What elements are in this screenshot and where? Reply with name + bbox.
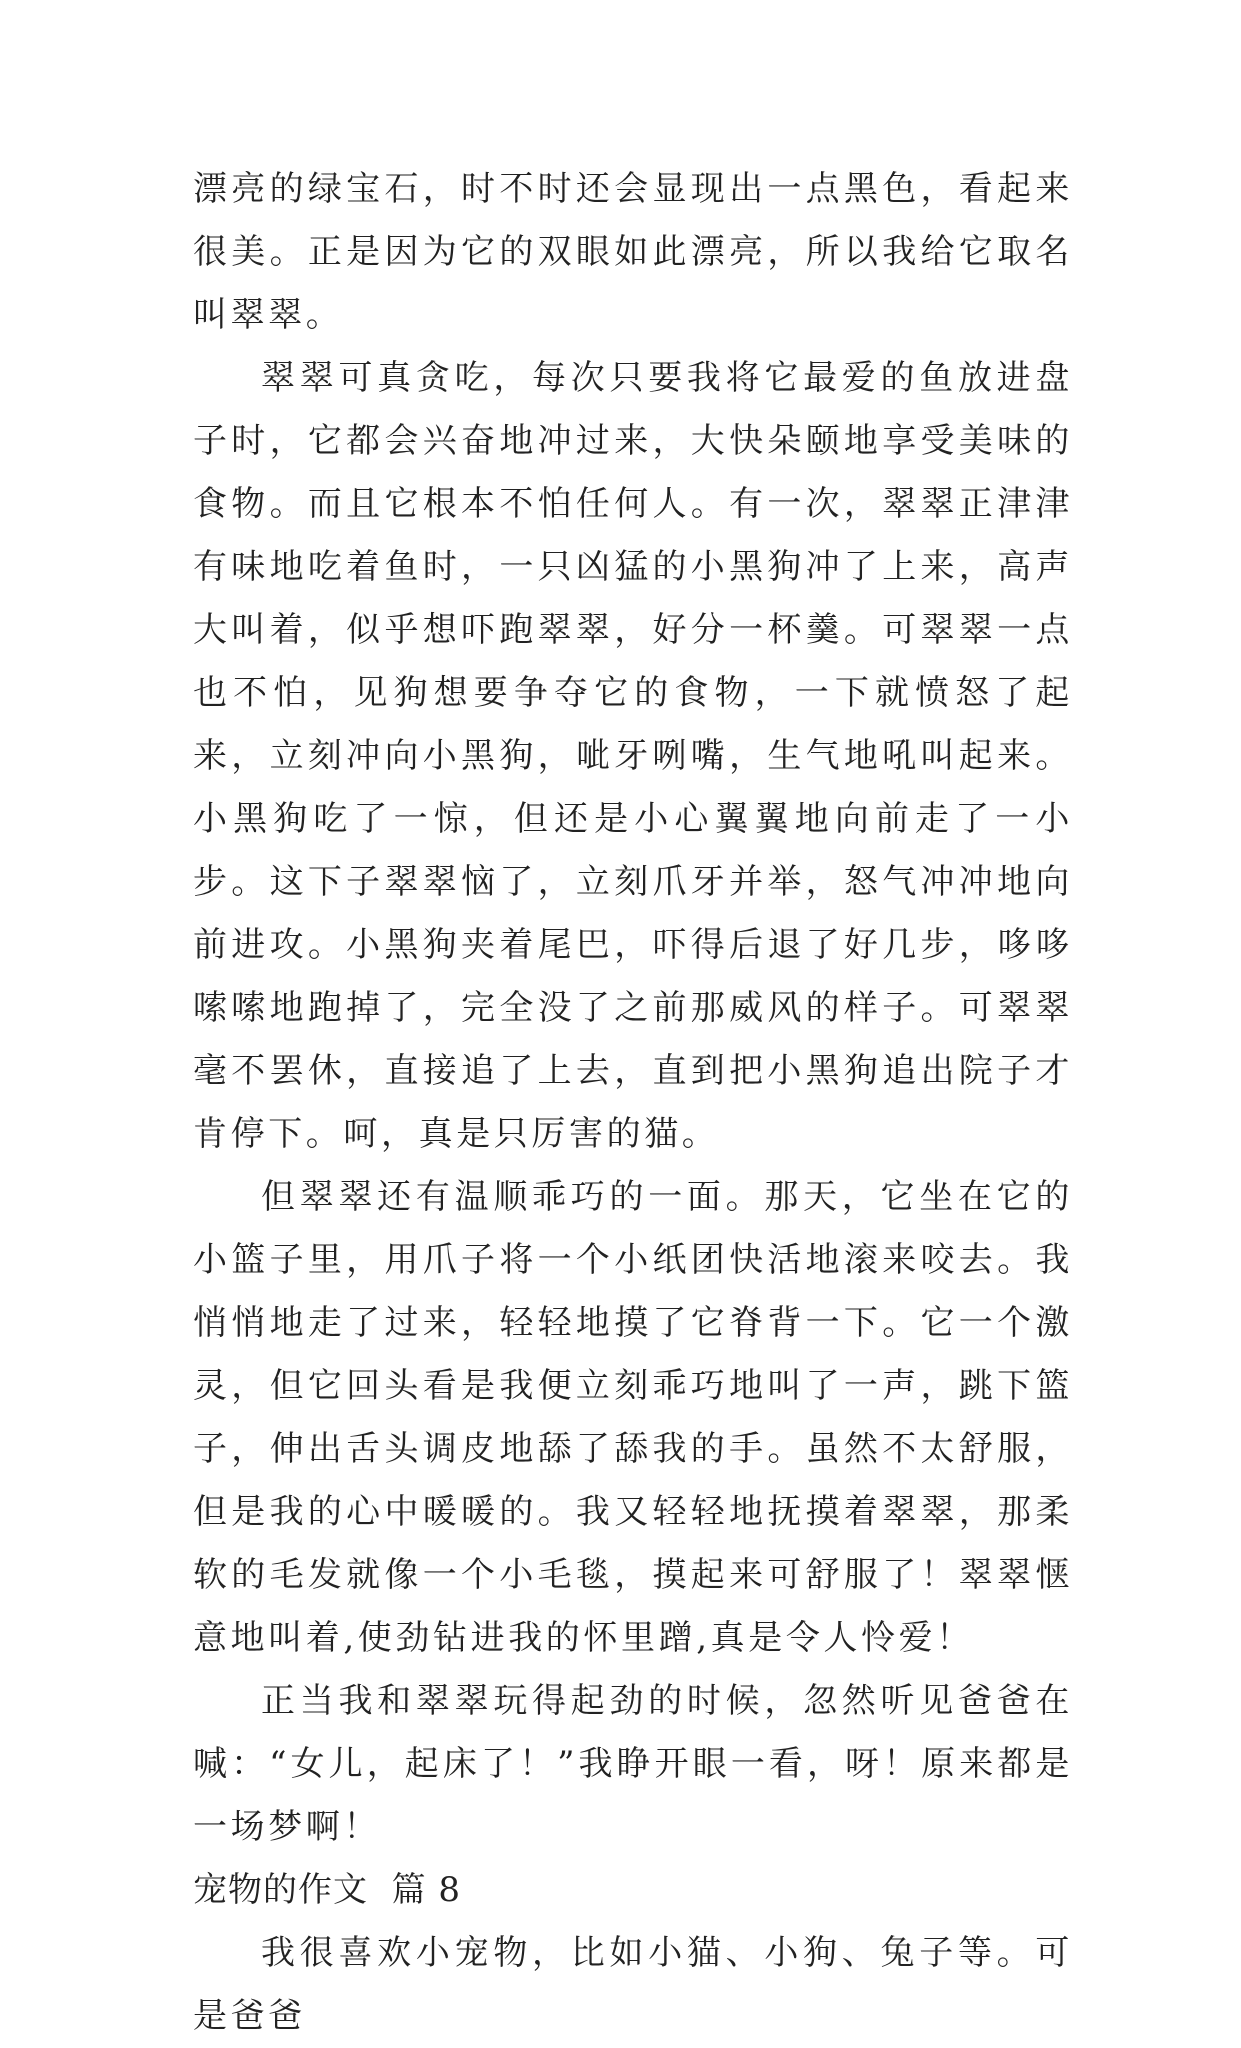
paragraph-gentle-cat: 但翠翠还有温顺乖巧的一面。那天，它坐在它的小篮子里，用爪子将一个小纸团快活地滚来咬去。我悄悄地走了过来，轻轻地摸了它脊背一下。它一个激灵，但它回头看是我便立刻乖巧地叫了一声，跳下篮子，伸出舌头调皮地舔了舔我的手。虽然不太舒服，但是我的心中暖暖的。我又轻轻地抚摸着翠翠，那柔软的毛发就像一个小毛毯，摸起来可舒服了！翠翠惬意地叫着,使劲钻进我的怀里蹭,真是令人怜爱！	[193, 1177, 1073, 1658]
section-heading: 宠物的作文 篇 8	[193, 1870, 462, 1910]
paragraph-greedy-cat: 翠翠可真贪吃，每次只要我将它最爱的鱼放进盘子时，它都会兴奋地冲过来，大快朵颐地享受美味的食物。而且它根本不怕任何人。有一次，翠翠正津津有味地吃着鱼时，一只凶猛的小黑狗冲了上来，高声大叫着，似乎想吓跑翠翠，好分一杯羹。可翠翠一点也不怕，见狗想要争夺它的食物，一下就愤怒了起来，立刻冲向小黑狗，呲牙咧嘴，生气地吼叫起来。小黑狗吃了一惊，但还是小心翼翼地向前走了一小步。这下子翠翠恼了，立刻爪牙并举，怒气冲冲地向前进攻。小黑狗夹着尾巴，吓得后退了好几步，哆哆嗦嗦地跑掉了，完全没了之前那威风的样子。可翠翠毫不罢休，直接追了上去，直到把小黑狗追出院子才肯停下。呵，真是只厉害的猫。	[193, 358, 1073, 1154]
paragraph-dream-ending: 正当我和翠翠玩得起劲的时候，忽然听见爸爸在喊：“女儿，起床了！”我睁开眼一看，呀！原来都是一场梦啊！	[193, 1681, 1073, 1847]
paragraph-continuation: 漂亮的绿宝石，时不时还会显现出一点黑色，看起来很美。正是因为它的双眼如此漂亮，所以我给它取名叫翠翠。	[193, 169, 1073, 335]
document-page	[193, 158, 1073, 2048]
paragraph-new-essay-start: 我很喜欢小宠物，比如小猫、小狗、兔子等。可是爸爸	[193, 1933, 1073, 2036]
